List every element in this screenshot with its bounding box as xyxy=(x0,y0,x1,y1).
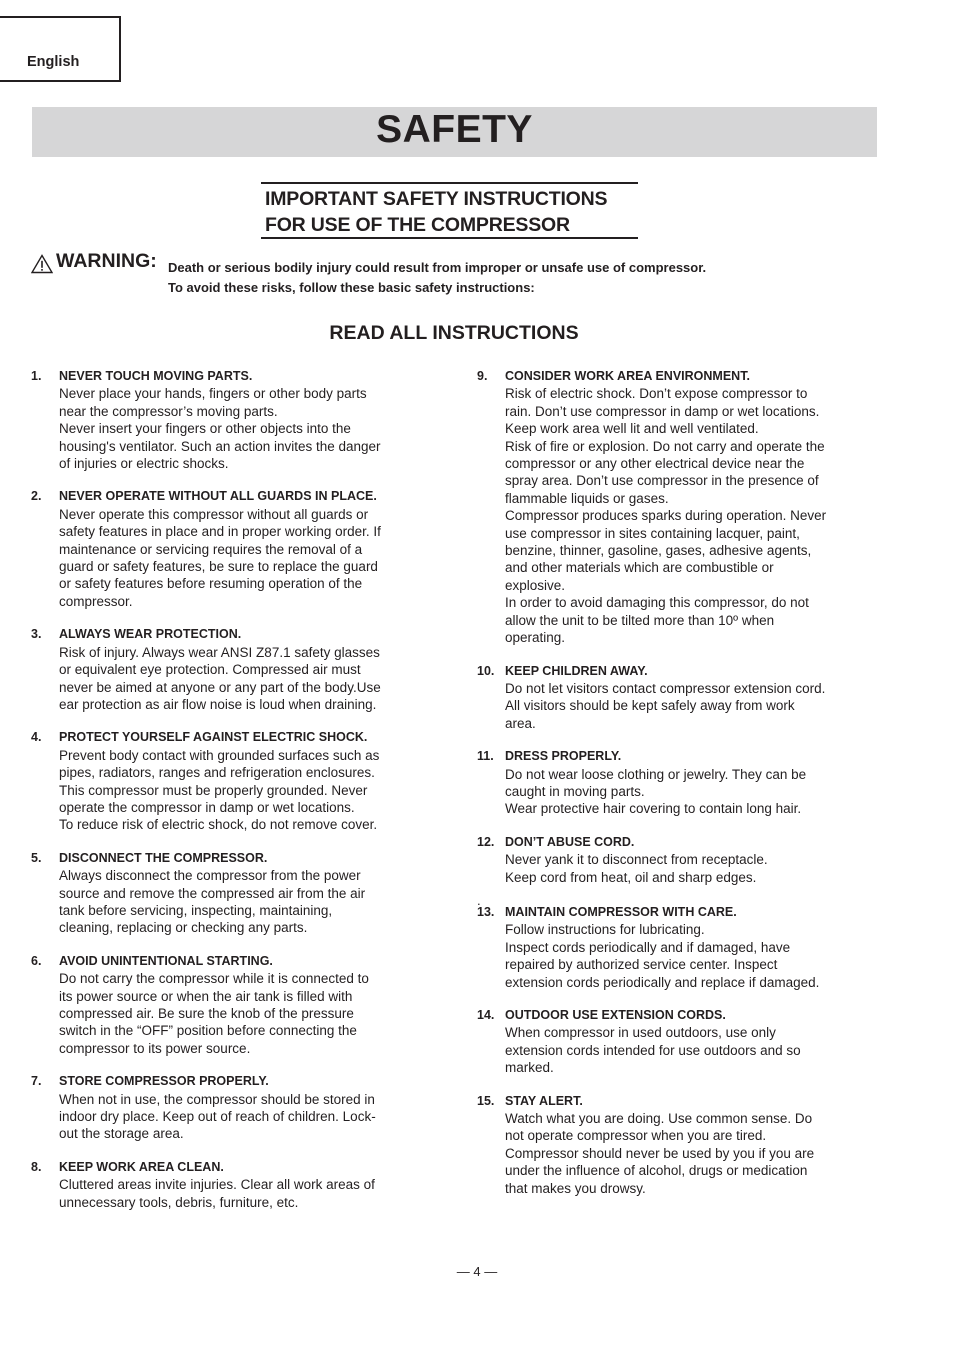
item-heading: MAINTAIN COMPRESSOR WITH CARE. xyxy=(505,904,737,919)
warning-triangle-icon xyxy=(31,254,53,274)
item-heading: DON’T ABUSE CORD. xyxy=(505,834,635,849)
item-body: Never place your hands, fingers or other body parts near the compressor’s moving parts. Never insert your fingers or other objects into the housing's ventilator. Such an action invites the danger of injuries or electric shocks. xyxy=(59,386,381,472)
item-heading: STORE COMPRESSOR PROPERLY. xyxy=(59,1074,269,1089)
item-heading: OUTDOOR USE EXTENSION CORDS. xyxy=(505,1008,726,1022)
language-tab xyxy=(0,16,121,82)
stray-mark: . xyxy=(477,893,481,908)
item-number: 10. xyxy=(477,663,495,678)
left-column xyxy=(31,368,441,1211)
item-number: 4. xyxy=(31,730,42,745)
item-body: Always disconnect the compressor from the power source and remove the compressed air from the air tank before servicing, inspecting, maintaining, cleaning, replacing or checking any parts. xyxy=(59,868,366,936)
item-number: 5. xyxy=(31,850,42,865)
item-number: 3. xyxy=(31,627,42,642)
subtitle-line-1: IMPORTANT SAFETY INSTRUCTIONS xyxy=(265,188,608,210)
item-heading: CONSIDER WORK AREA ENVIRONMENT. xyxy=(505,369,750,383)
item-number: 9. xyxy=(477,369,488,383)
item-number: 12. xyxy=(477,834,495,849)
item-body: When compressor in used outdoors, use only extension cords intended for use outdoors and so marked. xyxy=(505,1025,801,1076)
item-number: 8. xyxy=(31,1159,42,1174)
instruction-item-4 xyxy=(31,729,441,833)
item-number: 11. xyxy=(477,749,494,764)
item-heading: AVOID UNINTENTIONAL STARTING. xyxy=(59,953,273,968)
warning-text xyxy=(168,258,706,298)
item-number: 14. xyxy=(477,1008,495,1022)
title-banner xyxy=(32,107,877,157)
instruction-item-8 xyxy=(31,1159,441,1211)
item-number: 7. xyxy=(31,1074,42,1089)
item-body: Risk of injury. Always wear ANSI Z87.1 safety glasses or equivalent eye protection. Compressed air must never be aimed at anyone or any part of the body.Use ear protection as air flow noise is loud when draining. xyxy=(59,644,381,712)
language-label: English xyxy=(27,54,80,70)
item-number: 15. xyxy=(477,1093,495,1108)
instruction-item-6 xyxy=(31,953,441,1057)
instruction-item-3 xyxy=(31,626,441,713)
instruction-item-11 xyxy=(477,748,887,818)
read-all-heading: READ ALL INSTRUCTIONS xyxy=(329,322,579,344)
item-body: When not in use, the compressor should be stored in indoor dry place. Keep out of reach of children. Lock- out the storage area. xyxy=(59,1091,376,1142)
subtitle-box xyxy=(261,182,638,239)
instruction-item-13 xyxy=(477,904,887,991)
item-number: 1. xyxy=(31,369,42,383)
item-number: 6. xyxy=(31,953,42,968)
page-number: — 4 — xyxy=(456,1264,498,1279)
item-heading: DISCONNECT THE COMPRESSOR. xyxy=(59,850,268,865)
item-body: Do not carry the compressor while it is connected to its power source or when the air tank is filled with compressed air. Be sure the knob of the pressure switch in the “OFF” position before connecting the compressor to its power source. xyxy=(59,971,369,1056)
instruction-item-7 xyxy=(31,1073,441,1143)
subtitle-line-2: FOR USE OF THE COMPRESSOR xyxy=(265,214,570,236)
item-heading: NEVER TOUCH MOVING PARTS. xyxy=(59,369,253,383)
instruction-item-14 xyxy=(477,1007,887,1077)
item-number: 13. xyxy=(477,904,495,919)
warning-line-1: Death or serious bodily injury could result from improper or unsafe use of compressor. xyxy=(168,260,707,275)
warning-line-2: To avoid these risks, follow these basic safety instructions: xyxy=(168,280,535,295)
item-body: Never yank it to disconnect from receptacle. Keep cord from heat, oil and sharp edges. xyxy=(505,852,768,885)
item-body: Watch what you are doing. Use common sense. Do not operate compressor when you are tired. Compressor should never be used by you if you are under the influence of alcohol, drugs or medication that makes you drowsy. xyxy=(505,1111,815,1196)
instruction-item-10 xyxy=(477,663,887,733)
item-heading: PROTECT YOURSELF AGAINST ELECTRIC SHOCK. xyxy=(59,730,368,745)
item-heading: NEVER OPERATE WITHOUT ALL GUARDS IN PLACE. xyxy=(59,489,377,504)
item-heading: ALWAYS WEAR PROTECTION. xyxy=(59,627,242,642)
item-heading: DRESS PROPERLY. xyxy=(505,749,622,764)
right-column xyxy=(477,368,887,1197)
item-body: Do not let visitors contact compressor extension cord. All visitors should be kept safely away from work area. xyxy=(505,680,826,731)
item-body: Risk of electric shock. Don’t expose compressor to rain. Don’t use compressor in damp or wet locations. Keep work area well lit and well ventilated. Risk of fire or explosion. Do not carry and operate the compressor or any other electrical device near the spray area. Don’t use compressor in the presence of flammable liquids or gases. Compressor produces sparks during operation. Never use compressor in sites containing lacquer, paint, benzine, thinner, gasoline, gases, adhesive agents, and other materials which are combustible or explosive. In order to avoid damaging this compressor, do not allow the unit to be tilted more than 10º when operating. xyxy=(505,386,827,646)
item-body: Prevent body contact with grounded surfaces such as pipes, radiators, ranges and refrigeration enclosures. This compressor must be properly grounded. Never operate the compressor in damp or wet locations. To reduce risk of electric shock, do not remove cover. xyxy=(59,747,380,833)
instruction-item-1 xyxy=(31,368,441,472)
instruction-item-5 xyxy=(31,850,441,937)
page-title: SAFETY xyxy=(376,108,533,151)
item-body: Never operate this compressor without all guards or safety features in place and in proper working order. If maintenance or servicing requires the removal of a guard or safety features, be sure to replace the guard or safety features before resuming operation of the compressor. xyxy=(59,506,381,609)
item-heading: KEEP CHILDREN AWAY. xyxy=(505,663,648,678)
warning-label: WARNING: xyxy=(56,250,157,272)
item-body: Cluttered areas invite injuries. Clear all work areas of unnecessary tools, debris, furniture, etc. xyxy=(59,1177,375,1210)
item-body: Do not wear loose clothing or jewelry. They can be caught in moving parts. Wear protective hair covering to contain long hair. xyxy=(505,766,807,817)
instruction-item-12 xyxy=(477,834,887,886)
item-body: Follow instructions for lubricating. Inspect cords periodically and if damaged, have repaired by authorized service center. Inspect extension cords periodically and replace if damaged. xyxy=(505,922,820,990)
instruction-item-2 xyxy=(31,488,441,610)
item-heading: KEEP WORK AREA CLEAN. xyxy=(59,1159,224,1174)
item-number: 2. xyxy=(31,489,42,504)
instruction-item-9 xyxy=(477,368,887,647)
instruction-item-15 xyxy=(477,1093,887,1197)
item-heading: STAY ALERT. xyxy=(505,1093,583,1108)
